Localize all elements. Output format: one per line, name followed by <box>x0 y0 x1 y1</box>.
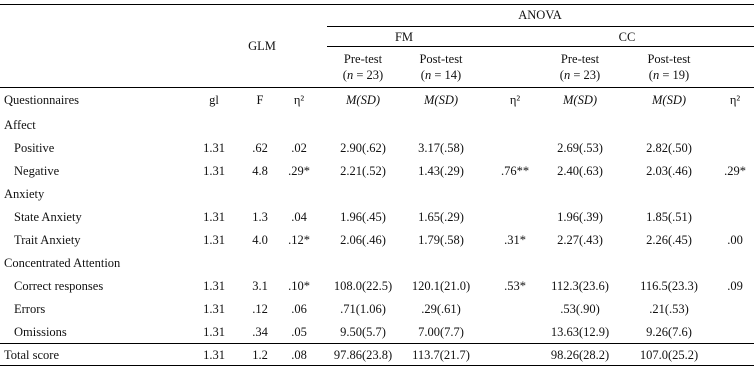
table-row-fm-pre: 9.50(5.7) <box>340 325 386 339</box>
anova-header: ANOVA <box>518 8 562 22</box>
questionnaires-header: Questionnaires <box>4 93 79 107</box>
fm-header: FM <box>394 30 414 44</box>
f-header: F <box>256 93 264 107</box>
table-row-fm-post: 120.1(21.0) <box>411 279 471 293</box>
table-row-fm-pre: 108.0(22.5) <box>333 279 393 293</box>
table-row-f: 4.0 <box>252 233 268 247</box>
table-row-cc-post: 116.5(23.3) <box>640 279 698 293</box>
cc-eta-header: η² <box>729 93 741 107</box>
table-row-fm-pre: .71(1.06) <box>340 302 386 316</box>
table-row-fm-pre: 2.90(.62) <box>340 141 386 155</box>
glm-header: GLM <box>248 39 276 53</box>
section-title: Affect <box>4 118 36 132</box>
table-row-eta: .05 <box>291 325 307 339</box>
table-row-gl: 1.31 <box>203 141 225 155</box>
cc-pre-header: Pre-test <box>560 52 600 66</box>
table-row-fm-post: 1.65(.29) <box>418 210 464 224</box>
table-row-label: Omissions <box>14 325 67 339</box>
table-row-cc-eta: .09 <box>727 279 743 293</box>
table-row-label: State Anxiety <box>14 210 82 224</box>
fm-post-msd-header: M(SD) <box>423 93 459 107</box>
table-row-f: 3.1 <box>252 279 268 293</box>
section-title: Anxiety <box>4 187 45 201</box>
table-top-rule <box>0 4 754 5</box>
total-top-rule <box>0 343 754 344</box>
table-row-gl: 1.31 <box>203 210 225 224</box>
table-row-eta: .06 <box>291 302 307 316</box>
total-row-fm-post: 113.7(21.7) <box>412 348 470 362</box>
table-row-gl: 1.31 <box>203 279 225 293</box>
total-row-gl: 1.31 <box>203 348 225 362</box>
table-row-cc-post: 2.82(.50) <box>646 141 692 155</box>
table-row-cc-pre: 13.63(12.9) <box>550 325 610 339</box>
total-row-fm-pre: 97.86(23.8) <box>333 348 393 362</box>
table-row-fm-eta: .31* <box>504 233 526 247</box>
table-row-fm-eta: .76** <box>500 164 530 178</box>
header-bottom-rule <box>0 87 754 88</box>
fm-pre-msd-header: M(SD) <box>345 93 381 107</box>
table-row-cc-post: 1.85(.51) <box>646 210 692 224</box>
table-row-gl: 1.31 <box>203 325 225 339</box>
fm-post-header: Post-test <box>419 52 463 66</box>
table-row-eta: .10* <box>288 279 310 293</box>
table-row-gl: 1.31 <box>203 302 225 316</box>
table-row-fm-post: 7.00(7.7) <box>418 325 464 339</box>
table-row-fm-post: 1.79(.58) <box>418 233 464 247</box>
table-row-f: 1.3 <box>252 210 268 224</box>
table-row-fm-eta: .53* <box>504 279 526 293</box>
table-row-f: .12 <box>252 302 268 316</box>
cc-post-header: Post-test <box>647 52 691 66</box>
table-row-fm-pre: 2.06(.46) <box>340 233 386 247</box>
cc-header: CC <box>618 30 636 44</box>
table-row-f: .34 <box>252 325 268 339</box>
table-row-label: Negative <box>14 164 60 178</box>
total-row-label: Total score <box>4 348 60 362</box>
table-row-cc-pre: 2.27(.43) <box>557 233 603 247</box>
table-row-label: Positive <box>14 141 55 155</box>
table-row-label: Trait Anxiety <box>14 233 81 247</box>
table-row-cc-post: 2.03(.46) <box>646 164 692 178</box>
glm-eta-header: η² <box>293 93 305 107</box>
fm-pre-n: (n = 23) <box>342 68 384 82</box>
table-row-cc-pre: .53(.90) <box>560 302 600 316</box>
table-row-f: 4.8 <box>252 164 268 178</box>
anova-under-rule <box>327 26 754 27</box>
table-row-fm-post: 3.17(.58) <box>418 141 464 155</box>
table-row-eta: .29* <box>288 164 310 178</box>
table-row-label: Errors <box>14 302 46 316</box>
cc-post-n: (n = 19) <box>648 68 690 82</box>
table-row-cc-post: 2.26(.45) <box>646 233 692 247</box>
table-row-cc-pre: 112.3(23.6) <box>551 279 609 293</box>
table-row-gl: 1.31 <box>203 233 225 247</box>
table-row-cc-pre: 2.40(.63) <box>557 164 603 178</box>
table-row-cc-eta: .00 <box>727 233 743 247</box>
table-row-fm-post: .29(.61) <box>421 302 461 316</box>
table-row-cc-eta: .29* <box>724 164 746 178</box>
total-row-cc-post: 107.0(25.2) <box>639 348 699 362</box>
table-row-cc-post: .21(.53) <box>649 302 689 316</box>
section-title: Concentrated Attention <box>4 256 121 270</box>
table-row-fm-pre: 2.21(.52) <box>340 164 386 178</box>
table-row-eta: .12* <box>288 233 310 247</box>
cc-pre-msd-header: M(SD) <box>562 93 598 107</box>
group-under-rule <box>327 46 754 47</box>
table-row-label: Correct responses <box>14 279 104 293</box>
cc-pre-n: (n = 23) <box>559 68 601 82</box>
table-row-cc-pre: 1.96(.39) <box>557 210 603 224</box>
table-row-eta: .02 <box>291 141 307 155</box>
table-row-cc-pre: 2.69(.53) <box>557 141 603 155</box>
table-row-eta: .04 <box>291 210 307 224</box>
cc-post-msd-header: M(SD) <box>651 93 687 107</box>
total-row-cc-pre: 98.26(28.2) <box>550 348 610 362</box>
table-row-f: .62 <box>252 141 268 155</box>
table-row-cc-post: 9.26(7.6) <box>646 325 692 339</box>
table-row-gl: 1.31 <box>203 164 225 178</box>
gl-header: gl <box>209 93 219 107</box>
fm-eta-header: η² <box>509 93 521 107</box>
total-row-f: 1.2 <box>252 348 268 362</box>
total-row-eta: .08 <box>291 348 307 362</box>
table-row-fm-post: 1.43(.29) <box>418 164 464 178</box>
table-bottom-rule <box>0 365 754 366</box>
fm-pre-header: Pre-test <box>343 52 383 66</box>
fm-post-n: (n = 14) <box>420 68 462 82</box>
table-row-fm-pre: 1.96(.45) <box>340 210 386 224</box>
